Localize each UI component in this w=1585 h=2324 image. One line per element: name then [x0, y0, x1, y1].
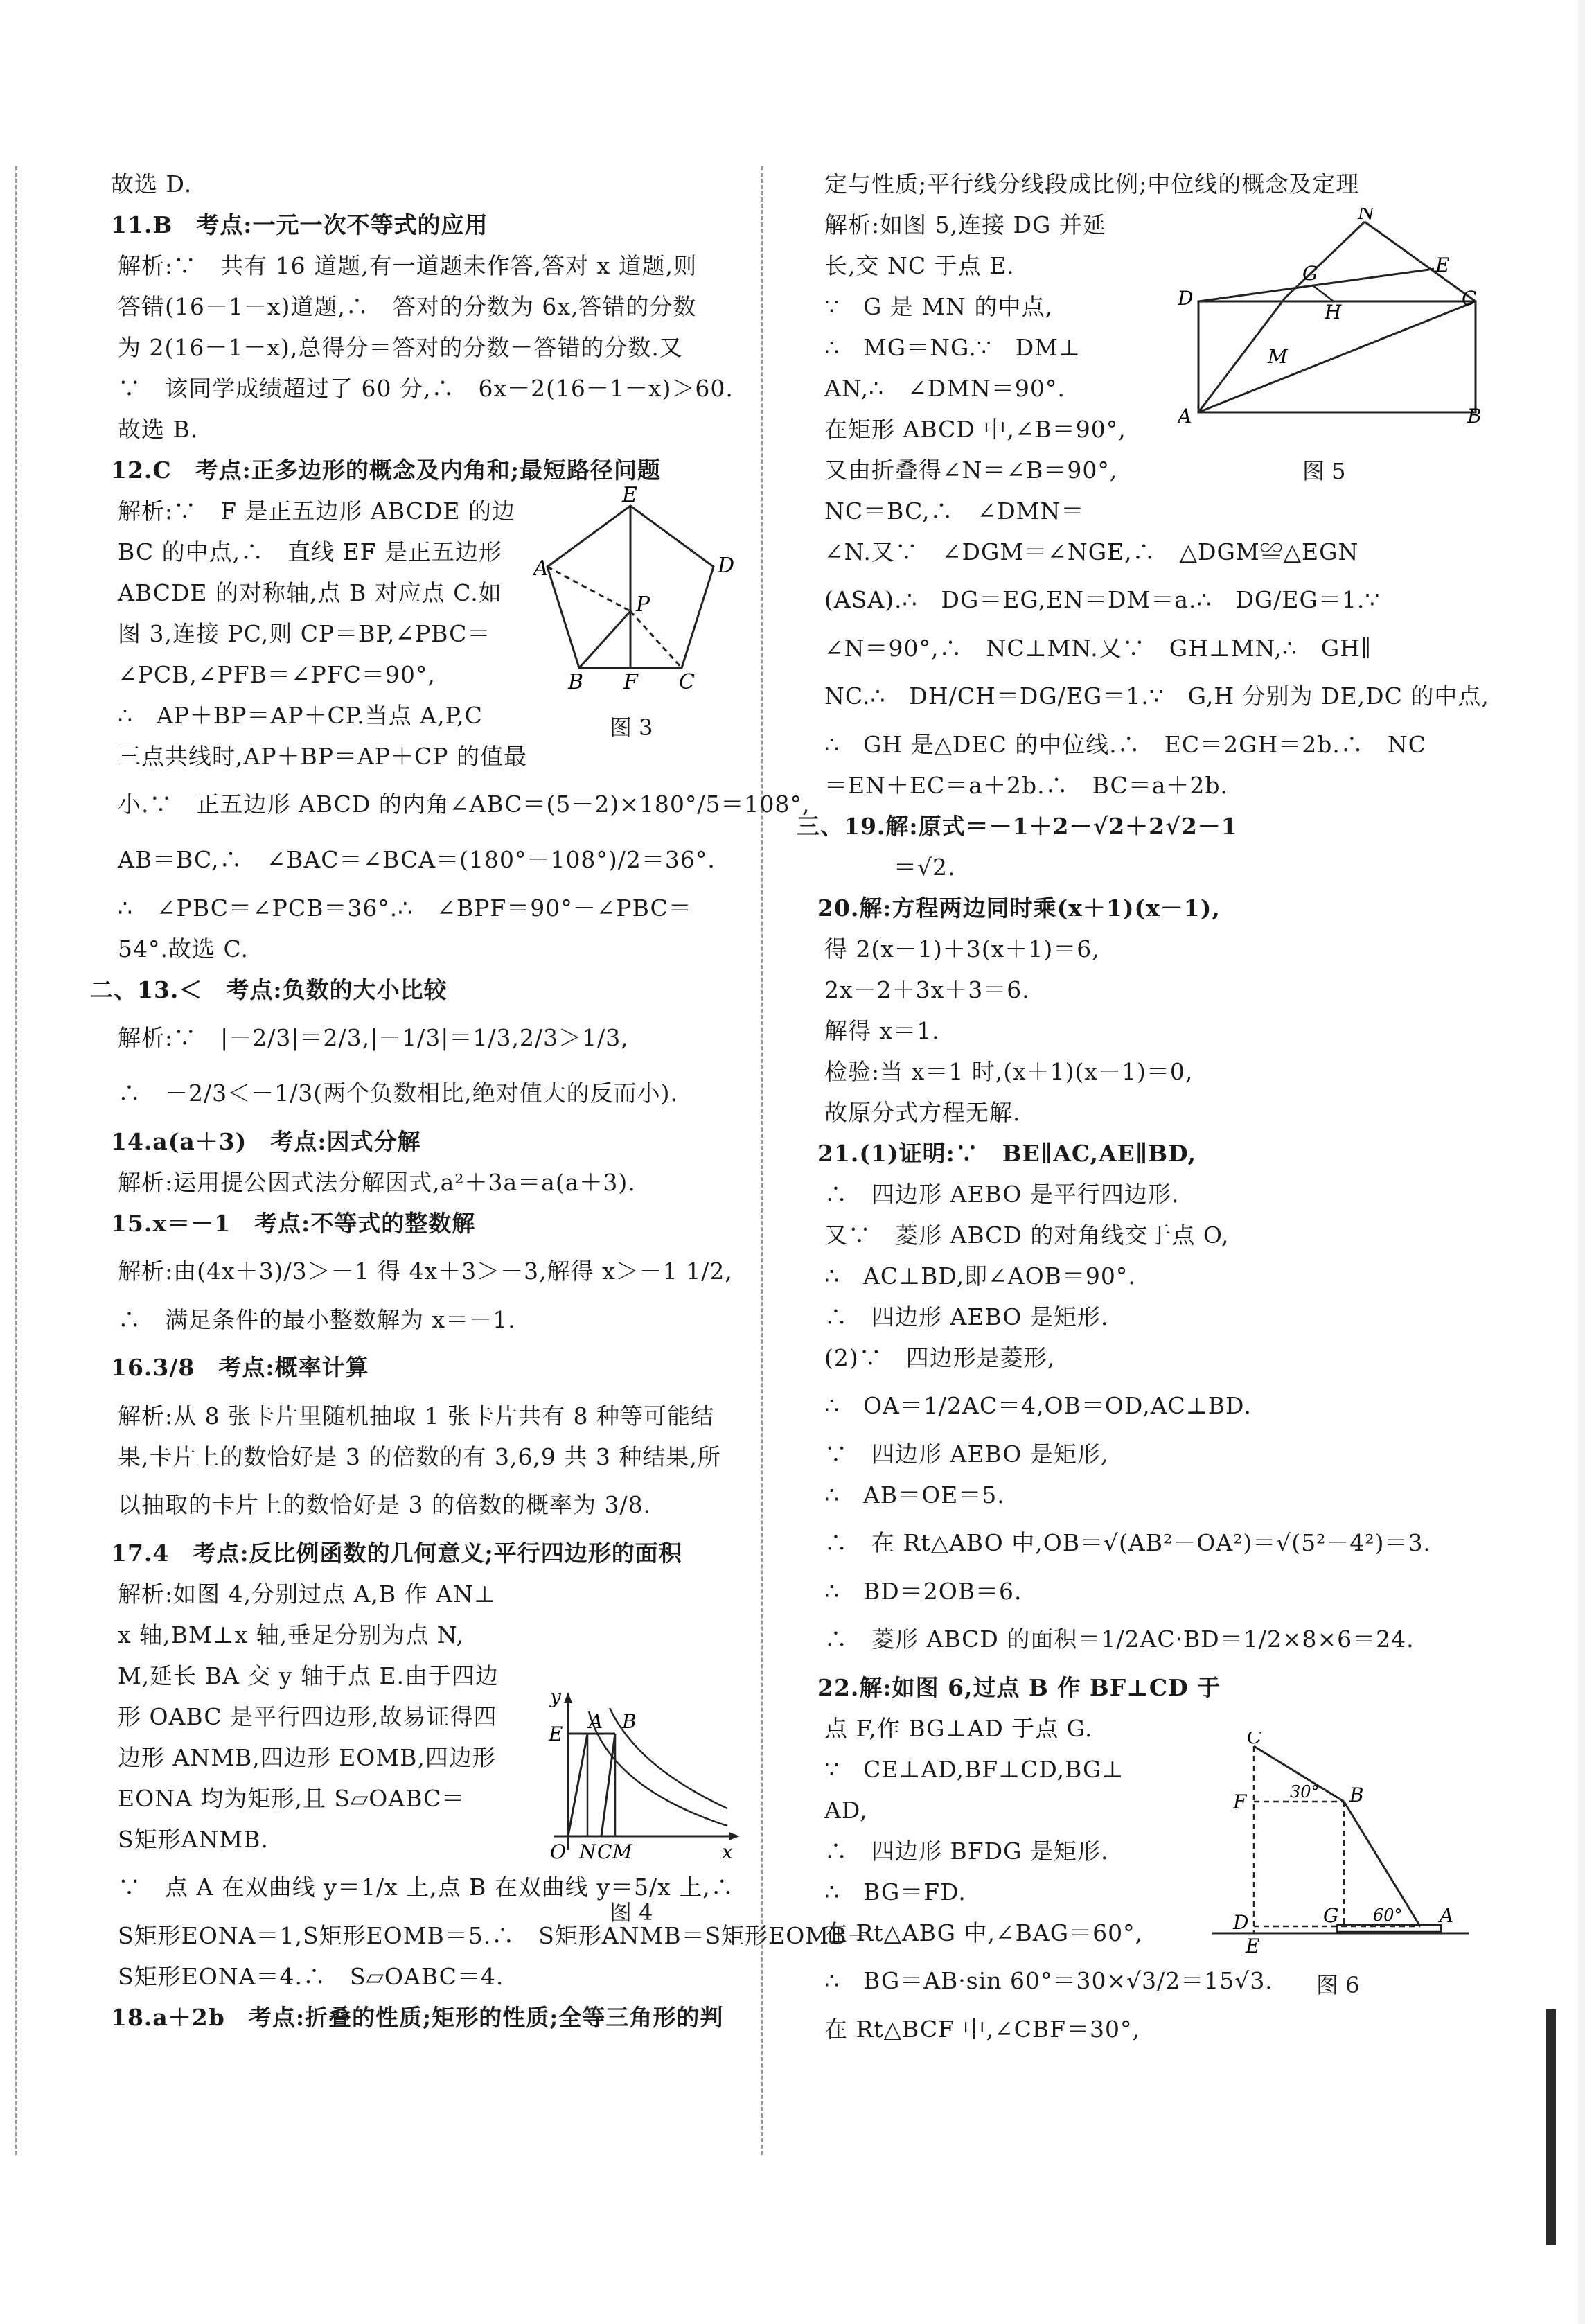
text-line: 小.∵ 正五边形 ABCD 的内角∠ABC＝(5－2)×180°/5＝108°,	[118, 791, 811, 818]
text-line: NC＝BC,∴ ∠DMN＝	[824, 498, 1085, 525]
fig6-label: A	[1440, 1904, 1454, 1927]
text-line: 54°.故选 C.	[118, 935, 249, 962]
question-11-header: 11.B 考点:一元一次不等式的应用	[111, 211, 488, 238]
fig4-label: C	[597, 1840, 612, 1863]
text-line: S矩形ANMB.	[118, 1826, 269, 1853]
text-line: ∴ AP＋BP＝AP＋CP.当点 A,P,C	[118, 702, 483, 729]
text-line: ∴ ∠PBC＝∠PCB＝36°.∴ ∠BPF＝90°－∠PBC＝	[118, 895, 692, 922]
text-line: S矩形EONA＝1,S矩形EOMB＝5.∴ S矩形ANMB＝S矩形EOMB－	[118, 1922, 871, 1949]
text-line: ∵ 四边形 AEBO 是矩形,	[824, 1441, 1109, 1468]
text-line: 解析:从 8 张卡片里随机抽取 1 张卡片共有 8 种等可能结	[118, 1402, 715, 1429]
text-line: (2)∵ 四边形是菱形,	[824, 1344, 1056, 1371]
fig5-label: H	[1325, 301, 1342, 324]
text-line: 为 2(16－1－x),总得分＝答对的分数－答错的分数.又	[118, 334, 683, 361]
text-line: 得 2(x－1)＋3(x＋1)＝6,	[824, 935, 1100, 962]
text-line: x 轴,BM⊥x 轴,垂足分别为点 N,	[118, 1621, 464, 1648]
text-line: 答错(16－1－x)道题,∴ 答对的分数为 6x,答错的分数	[118, 293, 697, 320]
text-line: ∴ BD＝2OB＝6.	[824, 1578, 1022, 1605]
fig6-label: 30°	[1290, 1782, 1320, 1802]
text-line: ∴ 在 Rt△ABO 中,OB＝√(AB²－OA²)＝√(5²－4²)＝3.	[824, 1529, 1431, 1556]
fig5-label: C	[1462, 287, 1477, 310]
text-line: ∴ OA＝1/2AC＝4,OB＝OD,AC⊥BD.	[824, 1392, 1252, 1419]
left-margin-rule	[15, 166, 17, 2155]
text-line: 解析:运用提公因式法分解因式,a²＋3a＝a(a＋3).	[118, 1169, 636, 1196]
text-line: ∠N＝90°,∴ NC⊥MN.又∵ GH⊥MN,∴ GH∥	[824, 635, 1372, 662]
text-line: 解析:由(4x＋3)/3＞－1 得 4x＋3＞－3,解得 x＞－1 1/2,	[118, 1258, 733, 1285]
text-line: 检验:当 x＝1 时,(x＋1)(x－1)＝0,	[824, 1058, 1194, 1085]
text-line: NC.∴ DH/CH＝DG/EG＝1.∵ G,H 分别为 DE,DC 的中点,	[824, 683, 1489, 710]
fig4-label: x	[722, 1840, 733, 1863]
fig4-label: y	[550, 1685, 561, 1708]
text-line: 故选 D.	[111, 170, 193, 197]
fig4-label: B	[622, 1710, 637, 1733]
fig5-label: A	[1178, 405, 1192, 428]
fig5-label: D	[1178, 287, 1194, 310]
fig6-label: D	[1233, 1911, 1249, 1934]
figure-5-rectangle	[1178, 208, 1482, 437]
fig5-label: B	[1467, 405, 1482, 428]
text-line: 果,卡片上的数恰好是 3 的倍数的有 3,6,9 共 3 种结果,所	[118, 1443, 721, 1470]
fig5-label: M	[1268, 345, 1288, 368]
text-line: BC 的中点,∴ 直线 EF 是正五边形	[118, 538, 503, 565]
text-line: ∴ MG＝NG.∵ DM⊥	[824, 334, 1081, 361]
fig3-label: E	[622, 485, 637, 507]
text-line: ∠PCB,∠PFB＝∠PFC＝90°,	[118, 661, 436, 688]
text-line: ∵ 点 A 在双曲线 y＝1/x 上,点 B 在双曲线 y＝5/x 上,∴	[118, 1874, 734, 1901]
fig4-label: O	[550, 1840, 566, 1863]
text-line: ∴ BG＝FD.	[824, 1878, 966, 1905]
text-line: ∠N.又∵ ∠DGM＝∠NGE,∴ △DGM≌△EGN	[824, 538, 1359, 565]
column-divider	[761, 166, 763, 2155]
figure-6-caption: 图 6	[1316, 1972, 1360, 1998]
fig4-label: N	[579, 1840, 596, 1863]
text-line: EONA 均为矩形,且 S▱OABC＝	[118, 1785, 466, 1812]
fig6-label: C	[1247, 1732, 1262, 1748]
text-line: AB＝BC,∴ ∠BAC＝∠BCA＝(180°－108°)/2＝36°.	[118, 846, 716, 873]
fig5-label: E	[1435, 254, 1450, 276]
question-17-header: 17.4 考点:反比例函数的几何意义;平行四边形的面积	[111, 1540, 682, 1567]
figure-3-pentagon	[533, 485, 741, 693]
question-18-header: 18.a＋2b 考点:折叠的性质;矩形的性质;全等三角形的判	[111, 2004, 724, 2031]
text-line: ∴ AC⊥BD,即∠AOB＝90°.	[824, 1262, 1136, 1289]
fig3-label: D	[718, 554, 735, 578]
text-line: 在矩形 ABCD 中,∠B＝90°,	[824, 416, 1126, 443]
text-line: 边形 ANMB,四边形 EOMB,四边形	[118, 1744, 496, 1771]
text-line: 三点共线时,AP＋BP＝AP＋CP 的值最	[118, 743, 527, 770]
text-line: ∴ 四边形 AEBO 是矩形.	[824, 1303, 1109, 1330]
fig6-label: B	[1349, 1784, 1364, 1806]
fig6-label: 60°	[1373, 1905, 1403, 1925]
text-line: 又∵ 菱形 ABCD 的对角线交于点 O,	[824, 1222, 1230, 1249]
question-14-header: 14.a(a＋3) 考点:因式分解	[111, 1128, 421, 1155]
fig6-label: E	[1246, 1935, 1260, 1954]
fig6-label: F	[1233, 1790, 1247, 1813]
figure-4-caption: 图 4	[610, 1899, 653, 1926]
question-20-header: 20.解:方程两边同时乘(x＋1)(x－1),	[817, 895, 1221, 922]
text-line: 以抽取的卡片上的数恰好是 3 的倍数的概率为 3/8.	[118, 1491, 652, 1518]
figure-3-caption: 图 3	[610, 714, 653, 741]
text-line: 图 3,连接 PC,则 CP＝BP,∠PBC＝	[118, 620, 491, 647]
text-line: ∴ 满足条件的最小整数解为 x＝－1.	[118, 1306, 516, 1333]
text-line: ＝EN＋EC＝a＋2b.∴ BC＝a＋2b.	[824, 772, 1228, 799]
text-line: 定与性质;平行线分线段成比例;中位线的概念及定理	[824, 170, 1360, 197]
text-line: 解析:如图 4,分别过点 A,B 作 AN⊥	[118, 1581, 496, 1608]
text-line: (ASA).∴ DG＝EG,EN＝DM＝a.∴ DG/EG＝1.∵	[824, 586, 1381, 613]
text-line: ∴ 四边形 BFDG 是矩形.	[824, 1838, 1109, 1865]
fig5-label: G	[1302, 262, 1318, 285]
question-12-header: 12.C 考点:正多边形的概念及内角和;最短路径问题	[111, 457, 662, 484]
fig6-label: G	[1323, 1904, 1339, 1927]
text-line: ∴ AB＝OE＝5.	[824, 1481, 1005, 1508]
text-line: AN,∴ ∠DMN＝90°.	[824, 375, 1065, 402]
text-line: 点 F,作 BG⊥AD 于点 G.	[824, 1715, 1093, 1742]
figure-5-caption: 图 5	[1302, 458, 1346, 484]
text-line: 解析:∵ F 是正五边形 ABCDE 的边	[118, 498, 515, 525]
question-16-header: 16.3/8 考点:概率计算	[111, 1354, 369, 1381]
text-line: ∴ BG＝AB·sin 60°＝30×√3/2＝15√3.	[824, 1967, 1273, 1994]
text-line: 在 Rt△BCF 中,∠CBF＝30°,	[824, 2016, 1140, 2043]
question-22-header: 22.解:如图 6,过点 B 作 BF⊥CD 于	[817, 1674, 1221, 1701]
fig4-label: E	[549, 1723, 563, 1745]
section-3-header: 三、19.解:原式＝－1＋2－√2＋2√2－1	[797, 813, 1238, 840]
figure-4-hyperbola	[540, 1684, 741, 1864]
text-line: 在 Rt△ABG 中,∠BAG＝60°,	[824, 1919, 1144, 1946]
text-line: 长,交 NC 于点 E.	[824, 252, 1015, 279]
question-15-header: 15.x＝－1 考点:不等式的整数解	[111, 1210, 476, 1237]
page-edge	[1578, 0, 1585, 2324]
fig3-label: A	[533, 556, 549, 581]
text-line: 2x－2＋3x＋3＝6.	[824, 976, 1030, 1003]
text-line: 形 OABC 是平行四边形,故易证得四	[118, 1703, 497, 1730]
section-2-header: 二、13.＜ 考点:负数的大小比较	[90, 976, 448, 1003]
fig3-label: P	[636, 592, 650, 617]
text-line: ∴ 四边形 AEBO 是平行四边形.	[824, 1181, 1180, 1208]
text-line: M,延长 BA 交 y 轴于点 E.由于四边	[118, 1662, 499, 1689]
fig5-label: N	[1358, 208, 1375, 224]
text-line: 解析:∵ 共有 16 道题,有一道题未作答,答对 x 道题,则	[118, 252, 698, 279]
text-line: 故原分式方程无解.	[824, 1099, 1021, 1126]
question-21-header: 21.(1)证明:∵ BE∥AC,AE∥BD,	[817, 1140, 1197, 1167]
text-line: ＝√2.	[894, 854, 956, 881]
fig4-label: A	[589, 1710, 603, 1733]
text-line: ∴ 菱形 ABCD 的面积＝1/2AC·BD＝1/2×8×6＝24.	[824, 1626, 1415, 1653]
text-line: ∴ －2/3＜－1/3(两个负数相比,绝对值大的反而小).	[118, 1080, 678, 1107]
text-line: AD,	[824, 1797, 868, 1824]
text-line: ∵ 该同学成绩超过了 60 分,∴ 6x－2(16－1－x)＞60.	[118, 375, 734, 402]
text-line: 解析:∵ |－2/3|＝2/3,|－1/3|＝1/3,2/3＞1/3,	[118, 1024, 629, 1051]
scan-artifact	[1546, 2009, 1556, 2245]
fig3-label: B	[568, 670, 584, 693]
figure-6-diagram	[1212, 1732, 1469, 1954]
text-line: ∴ GH 是△DEC 的中位线.∴ EC＝2GH＝2b.∴ NC	[824, 731, 1426, 758]
text-line: ∵ G 是 MN 的中点,	[824, 293, 1053, 320]
text-line: ABCDE 的对称轴,点 B 对应点 C.如	[118, 579, 502, 606]
text-line: ∵ CE⊥AD,BF⊥CD,BG⊥	[824, 1756, 1124, 1783]
text-line: S矩形EONA＝4.∴ S▱OABC＝4.	[118, 1963, 504, 1990]
text-line: 解得 x＝1.	[824, 1017, 940, 1044]
fig3-label: F	[623, 670, 638, 693]
text-line: 故选 B.	[118, 416, 199, 443]
text-line: 解析:如图 5,连接 DG 并延	[824, 211, 1106, 238]
fig3-label: C	[679, 670, 695, 693]
fig4-label: M	[612, 1840, 632, 1863]
text-line: 又由折叠得∠N＝∠B＝90°,	[824, 457, 1118, 484]
